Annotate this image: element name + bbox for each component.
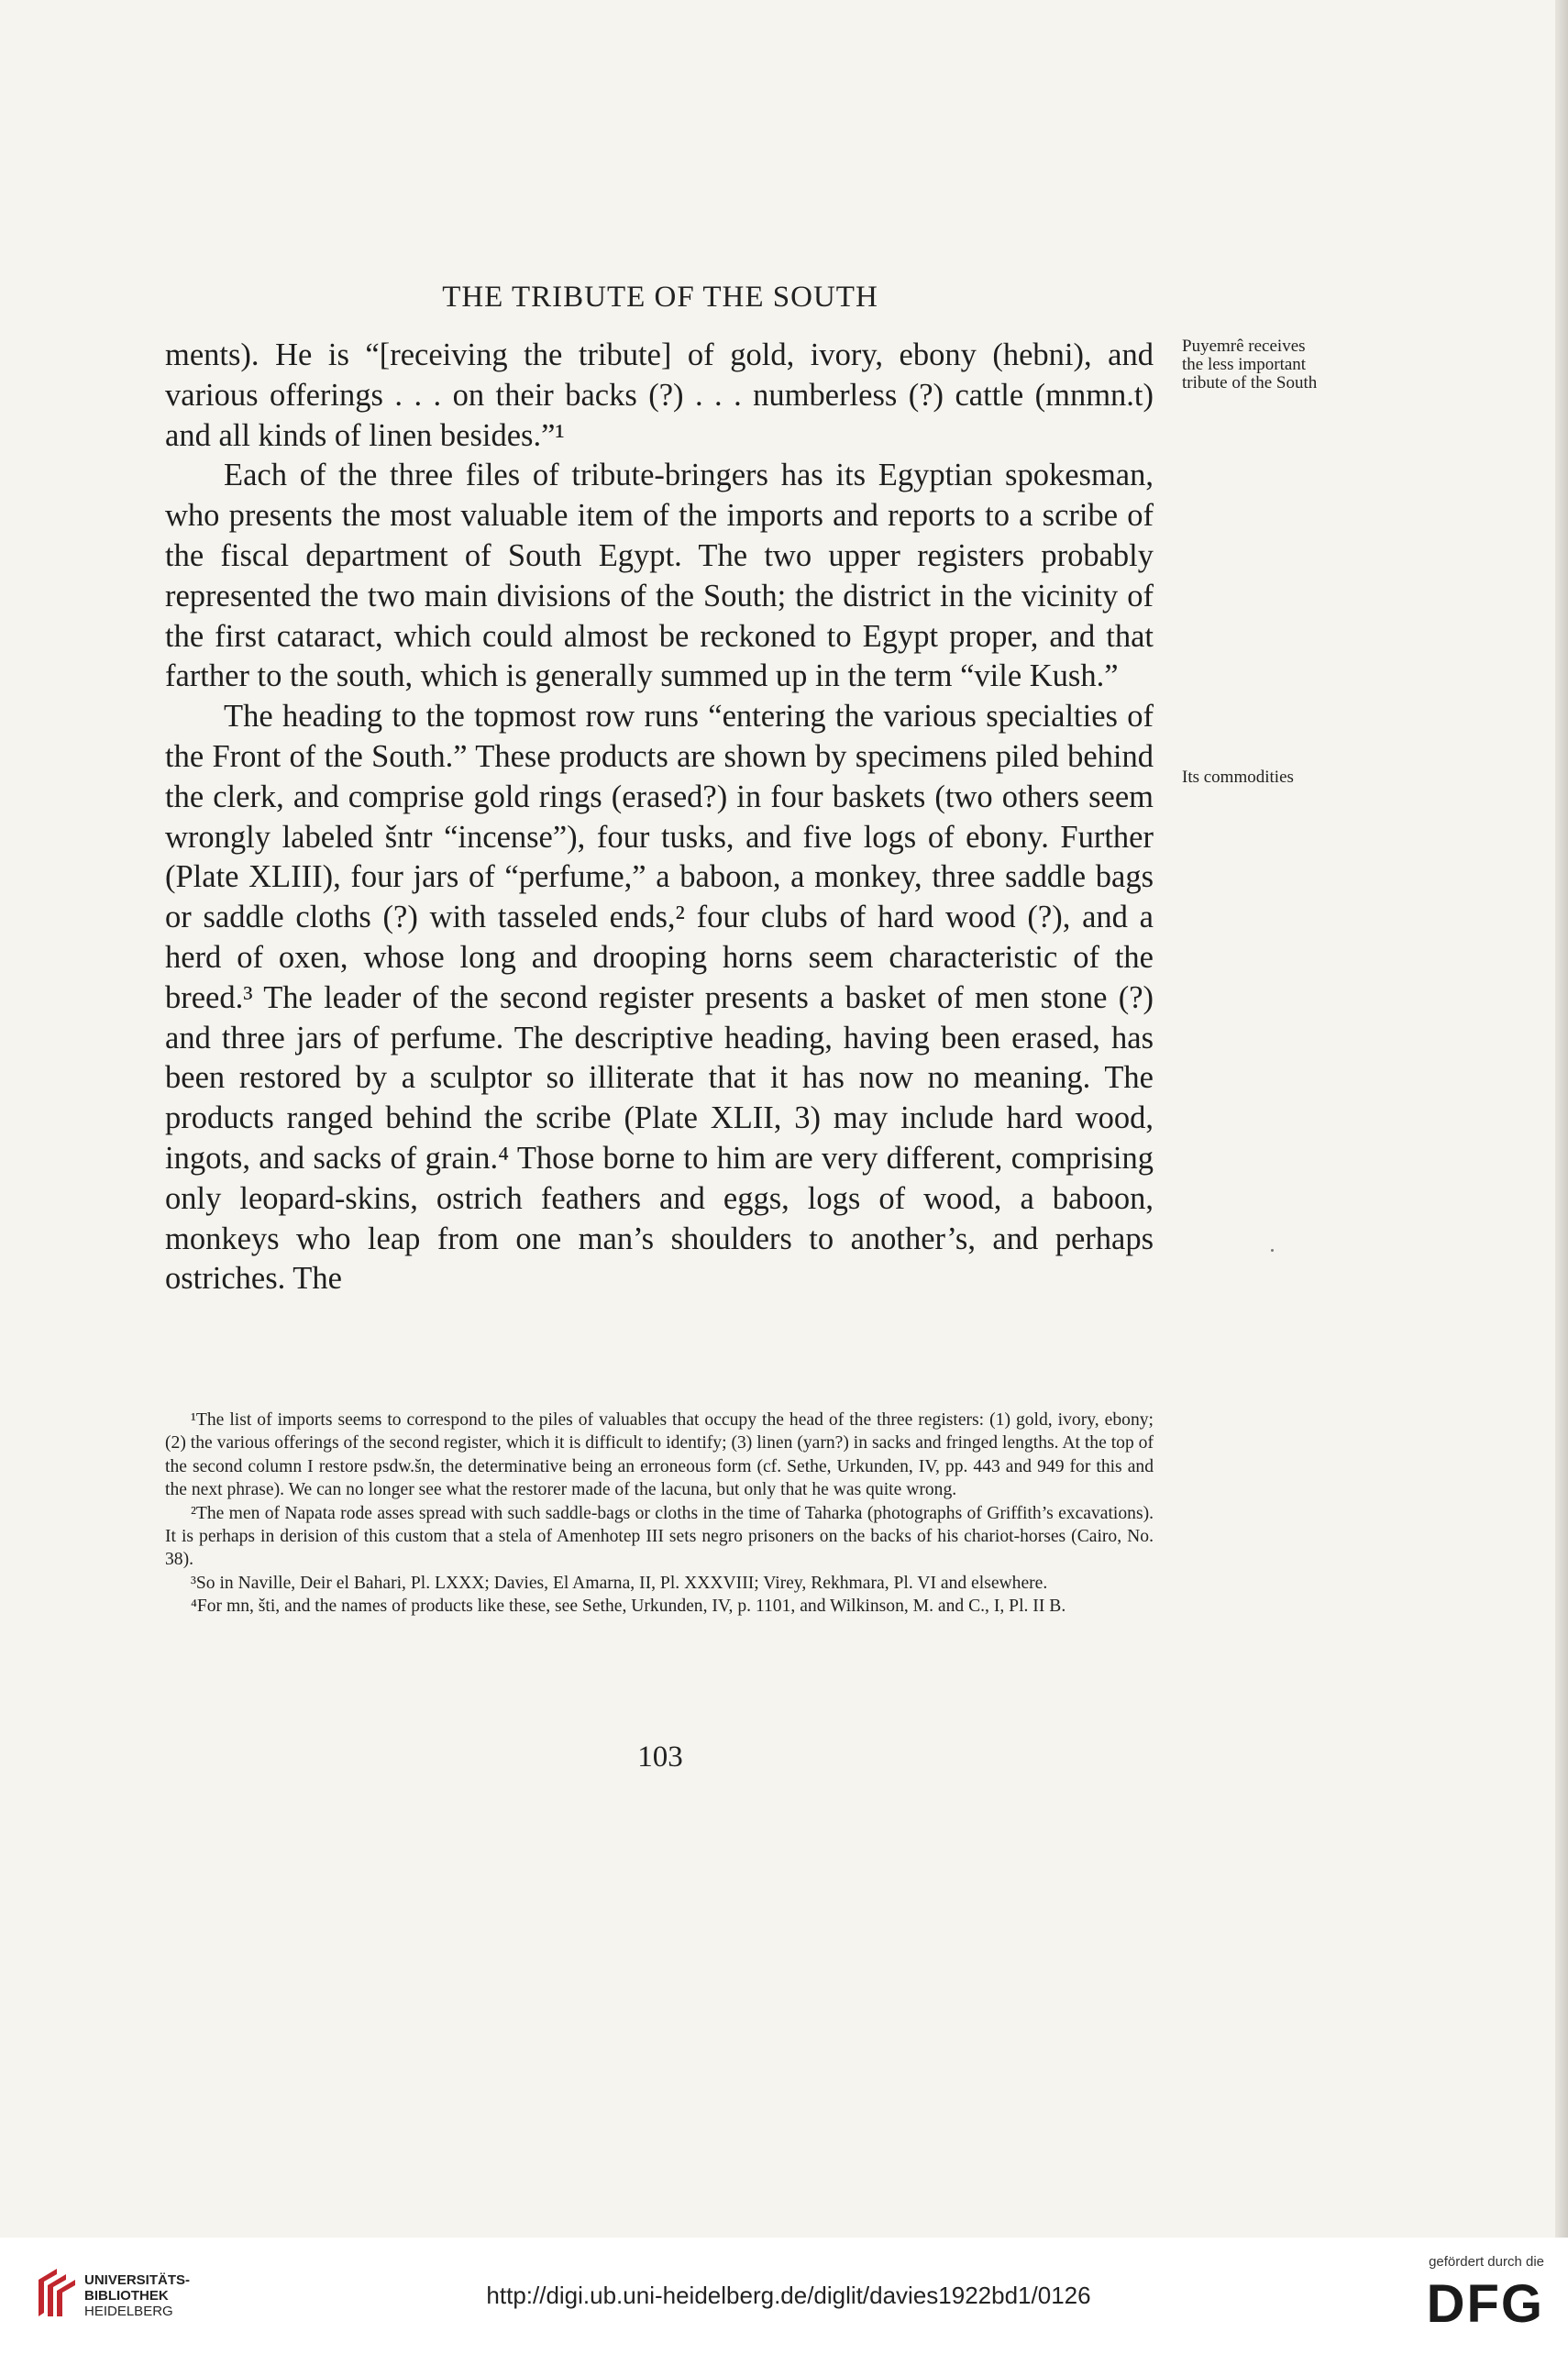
university-library-logo-icon (37, 2267, 77, 2318)
permalink-url[interactable]: http://digi.ub.uni-heidelberg.de/diglit/davies1922bd1/0126 (486, 2282, 1091, 2309)
scan-speck (1271, 1249, 1274, 1252)
library-name-line: UNIVERSITÄTS- (84, 2272, 191, 2288)
footnote-1: ¹The list of imports seems to correspond to the piles of valuables that occupy the head of the three registers: (1) gold, ivory, ebony; (2) the various offerings of the second register, which it is difficult to identify; (3) linen (yarn?) in sacks and fringed lengths. At the top of the second column I restore psdw.šn, the determinative being an erroneous form (cf. Sethe, Urkunden, IV, pp. 443 and 949 for this and the next phrase). We can no longer see what the restorer made of the lacuna, but only that he was quite wrong. (165, 1410, 1154, 1500)
paragraph: ments). He is “[receiving the tribute] of gold, ivory, ebony (hebni), and various offerings . . . on their backs (?) . . . numberless (?) cattle (mnmn.t) and all kinds of linen besides.”¹ (165, 337, 1154, 453)
library-name-line: HEIDELBERG (84, 2304, 173, 2319)
footnotes (165, 1409, 1154, 1619)
paragraph: Each of the three files of tribute-bringers has its Egyptian spokesman, who presents the most valuable item of the imports and reports to a scribe of the fiscal department of South Egypt. The two upper registers probably represented the two main divisions of the South; the district in the vicinity of the first cataract, which could almost be reckoned to Egypt proper, and that farther to the south, which is generally summed up in the term “vile Kush.” (165, 458, 1154, 694)
page-number: 103 (637, 1741, 683, 1774)
footnote-4: ⁴For mn, šti, and the names of products like these, see Sethe, Urkunden, IV, p. 1101, and Wilkinson, M. and C., I, Pl. II B. (191, 1597, 1066, 1617)
library-name-line: BIBLIOTHEK (84, 2288, 169, 2304)
margin-note-commodities: Its commodities (1182, 768, 1294, 787)
page-edge-shadow (1555, 0, 1568, 2238)
body-text (165, 336, 1154, 1299)
running-head: THE TRIBUTE OF THE SOUTH (442, 281, 878, 314)
funding-note: gefördert durch die (1429, 2254, 1544, 2270)
paragraph: The heading to the topmost row runs “entering the various specialties of the Front of the South.” These products are shown by specimens piled behind the clerk, and comprise gold rings (erased?) in four baskets (two others seem wrongly labeled šntr “incense”), four tusks, and five logs of ebony. Further (Plate XLIII), four jars of “perfume,” a baboon, a monkey, three saddle bags or saddle cloths (?) with tasseled ends,² four clubs of hard wood (?), and a herd of oxen, whose long and drooping horns seem characteristic of the breed.³ The leader of the second register presents a basket of men stone (?) and three jars of perfume. The descriptive heading, having been erased, has been restored by a sculptor so illiterate that it has now no meaning. The products ranged behind the scribe (Plate XLII, 3) may include hard wood, ingots, and sacks of grain.⁴ Those borne to him are very different, comprising only leopard-skins, ostrich feathers and eggs, logs of wood, a baboon, monkeys who leap from one man’s shoulders to another’s, and perhaps ostriches. The (165, 699, 1154, 1297)
dfg-logo: DFG (1426, 2274, 1544, 2334)
footnote-2: ²The men of Napata rode asses spread with such saddle-bags or cloths in the time of Taharka (photographs of Griffith’s excavations). It is perhaps in derision of this custom that a stela of Amenhotep III sets negro prisoners on the backs of his chariot-horses (Cairo, No. 38). (165, 1503, 1154, 1570)
library-name (84, 2272, 190, 2319)
margin-note-tribute: Puyemrê receives the less important tribute of the South (1182, 337, 1318, 392)
footnote-3: ³So in Naville, Deir el Bahari, Pl. LXXX; Davies, El Amarna, II, Pl. XXXVIII; Virey, Rekhmara, Pl. VI and elsewhere. (191, 1573, 1048, 1593)
